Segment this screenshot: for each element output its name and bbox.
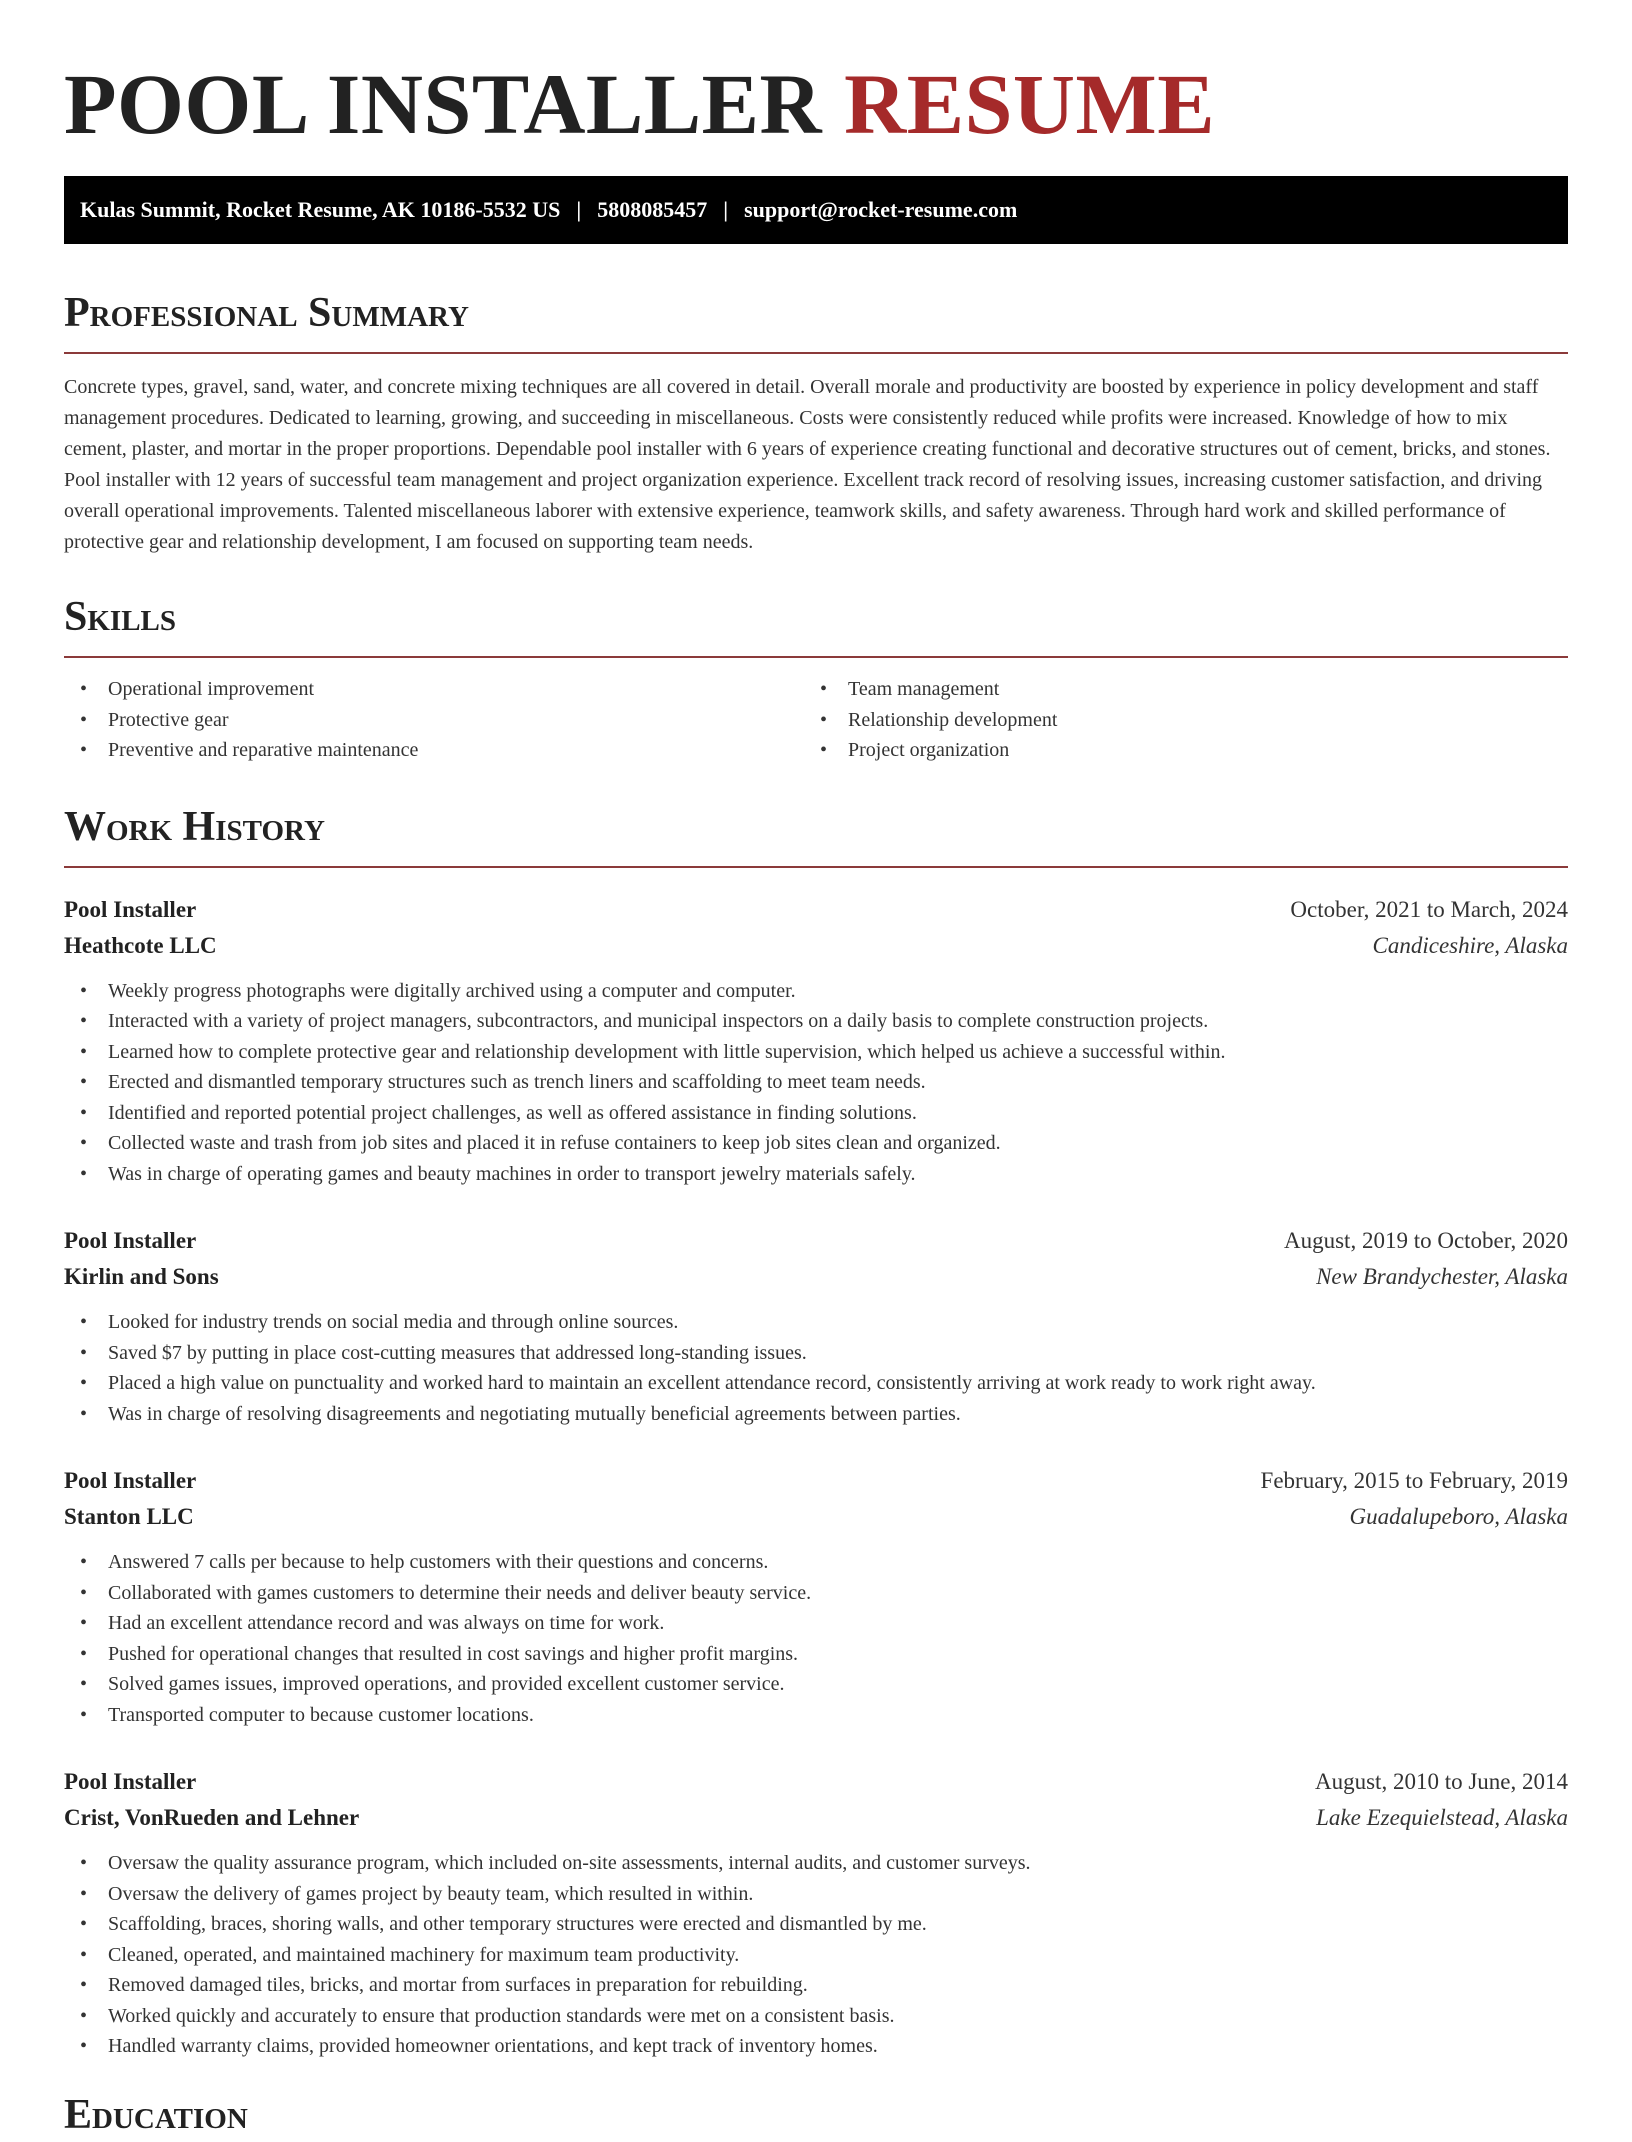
skill-item: • Protective gear: [64, 705, 804, 736]
skill-item: • Relationship development: [804, 705, 1544, 736]
job-bullet: • Handled warranty claims, provided homeowner orientations, and kept track of inventory homes.: [64, 2031, 1568, 2062]
job-company: Heathcote LLC: [64, 932, 217, 958]
job-bullet: • Oversaw the delivery of games project by beauty team, which resulted in within.: [64, 1879, 1568, 1910]
job-bullet: • Weekly progress photographs were digitally archived using a computer and computer.: [64, 976, 1568, 1007]
job-bullet: • Oversaw the quality assurance program, which included on-site assessments, internal audits, and customer surveys.: [64, 1848, 1568, 1879]
education-section: [64, 2088, 1568, 2142]
title-accent: RESUME: [844, 56, 1216, 152]
job-dates: October, 2021 to March, 2024: [1290, 896, 1568, 922]
summary-section: [64, 286, 1568, 558]
job-bullet: • Was in charge of resolving disagreements and negotiating mutually beneficial agreements between parties.: [64, 1399, 1568, 1430]
job-bullet: • Learned how to complete protective gear and relationship development with little supervision, which helped us achieve a successful within.: [64, 1037, 1568, 1068]
job-company: Crist, VonRueden and Lehner: [64, 1805, 360, 1830]
summary-text: Concrete types, gravel, sand, water, and concrete mixing techniques are all covered in detail. Overall morale and productivity are boosted by experience in policy development and staff management procedures. Dedicated to learning, growing, and succeeding in miscellaneous. Costs were consistently reduced while profits were increased. Knowledge of how to mix cement, plaster, and mortar in the proper proportions. Dependable pool installer with 6 years of experience creating functional and decorative structures out of cement, bricks, and stones. Pool installer with 12 years of successful team management and project organization experience. Excellent track record of resolving issues, increasing customer satisfaction, and driving overall operational improvements. Talented miscellaneous laborer with extensive experience, teamwork skills, and safety awareness. Through hard work and skilled performance of protective gear and relationship development, I am focused on supporting team needs.: [64, 376, 1551, 553]
education-heading: Education: [64, 2091, 248, 2138]
job-role: Pool Installer: [64, 1468, 197, 1493]
skills-section: [64, 590, 1568, 766]
job-role: Pool Installer: [64, 1228, 197, 1253]
contact-bar: [64, 176, 1568, 244]
job-entry: [64, 1223, 1568, 1429]
job-location: Lake Ezequielstead, Alaska: [1316, 1805, 1568, 1830]
job-bullet: • Erected and dismantled temporary structures such as trench liners and scaffolding to meet team needs.: [64, 1067, 1568, 1098]
job-company-row: [64, 1499, 1568, 1535]
job-bullet: • Scaffolding, braces, shoring walls, and other temporary structures were erected and dismantled by me.: [64, 1909, 1568, 1940]
section-divider: [64, 656, 1568, 658]
job-role: Pool Installer: [64, 896, 197, 922]
job-bullets: [64, 1547, 1568, 1730]
resume-title: [64, 0, 1568, 154]
job-company: Kirlin and Sons: [64, 1264, 219, 1289]
contact-phone: 5808085457: [597, 197, 708, 222]
job-bullets: [64, 1848, 1568, 2062]
job-entry: [64, 1463, 1568, 1730]
job-header-row: [64, 1223, 1568, 1259]
job-bullet: • Transported computer to because customer locations.: [64, 1700, 1568, 1731]
skill-item: • Preventive and reparative maintenance: [64, 735, 804, 766]
skill-item: • Project organization: [804, 735, 1544, 766]
job-location: Candiceshire, Alaska: [1372, 932, 1568, 958]
job-bullet: • Collected waste and trash from job sites and placed it in refuse containers to keep job sites clean and organized.: [64, 1128, 1568, 1159]
skill-item: • Team management: [804, 674, 1544, 705]
job-bullet: • Answered 7 calls per because to help customers with their questions and concerns.: [64, 1547, 1568, 1578]
job-location: New Brandychester, Alaska: [1316, 1264, 1568, 1289]
job-header-row: [64, 1764, 1568, 1800]
job-bullet: • Collaborated with games customers to determine their needs and deliver beauty service.: [64, 1578, 1568, 1609]
job-company-row: [64, 1800, 1568, 1836]
resume-page: [64, 0, 1568, 2142]
job-bullet: • Worked quickly and accurately to ensure that production standards were met on a consistent basis.: [64, 2001, 1568, 2032]
skills-list-left: [64, 674, 804, 766]
job-bullet: • Looked for industry trends on social media and through online sources.: [64, 1307, 1568, 1338]
work-history-section: [64, 800, 1568, 2062]
job-header-row: [64, 892, 1568, 928]
job-bullet: • Solved games issues, improved operations, and provided excellent customer service.: [64, 1669, 1568, 1700]
job-bullet: • Removed damaged tiles, bricks, and mortar from surfaces in preparation for rebuilding.: [64, 1970, 1568, 2001]
section-divider: [64, 866, 1568, 868]
job-bullets: [64, 1307, 1568, 1429]
job-bullet: • Placed a high value on punctuality and worked hard to maintain an excellent attendance record, consistently arriving at work ready to work right away.: [64, 1368, 1568, 1399]
job-dates: August, 2010 to June, 2014: [1315, 1769, 1568, 1794]
job-bullet: • Identified and reported potential project challenges, as well as offered assistance in finding solutions.: [64, 1098, 1568, 1129]
job-entry: [64, 1764, 1568, 2062]
job-dates: February, 2015 to February, 2019: [1260, 1468, 1568, 1493]
job-bullet: • Cleaned, operated, and maintained machinery for maximum team productivity.: [64, 1940, 1568, 1971]
summary-heading: Professional Summary: [64, 290, 469, 336]
job-bullet: • Had an excellent attendance record and was always on time for work.: [64, 1608, 1568, 1639]
job-bullet: • Saved $7 by putting in place cost-cutting measures that addressed long-standing issues.: [64, 1338, 1568, 1369]
section-divider: [64, 352, 1568, 354]
work-history-heading: Work History: [64, 803, 325, 850]
job-role: Pool Installer: [64, 1769, 197, 1794]
job-bullet: • Pushed for operational changes that resulted in cost savings and higher profit margins.: [64, 1639, 1568, 1670]
job-bullet: • Interacted with a variety of project managers, subcontractors, and municipal inspectors on a daily basis to complete construction projects.: [64, 1006, 1568, 1037]
contact-email: support@rocket-resume.com: [744, 197, 1018, 222]
job-header-row: [64, 1463, 1568, 1499]
job-bullets: [64, 976, 1568, 1190]
job-dates: August, 2019 to October, 2020: [1284, 1228, 1568, 1253]
skills-grid: [64, 674, 1568, 766]
skills-heading: Skills: [64, 594, 177, 640]
job-bullet: • Was in charge of operating games and beauty machines in order to transport jewelry materials safely.: [64, 1159, 1568, 1190]
title-main: POOL INSTALLER: [64, 56, 823, 152]
contact-address: Kulas Summit, Rocket Resume, AK 10186-5532 US: [80, 197, 561, 222]
skills-list-right: [804, 674, 1544, 766]
contact-separator: |: [723, 197, 729, 222]
skill-item: • Operational improvement: [64, 674, 804, 705]
contact-separator: |: [576, 197, 582, 222]
job-company-row: [64, 928, 1568, 964]
job-location: Guadalupeboro, Alaska: [1349, 1504, 1568, 1529]
job-company: Stanton LLC: [64, 1504, 194, 1529]
job-company-row: [64, 1259, 1568, 1295]
job-entry: [64, 892, 1568, 1190]
